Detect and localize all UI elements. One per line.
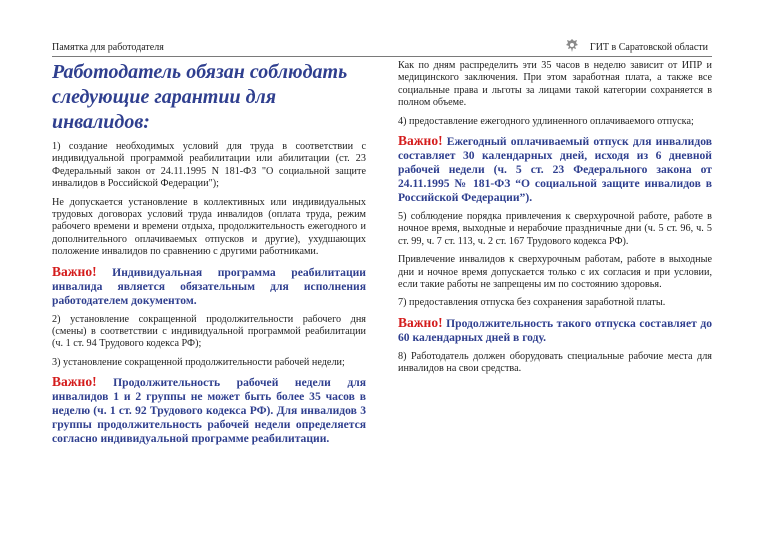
- paragraph-3: 2) установление сокращенной продолжительности рабочего дня (смены) в соответствии с индивидуальной программой реабилитации (ч. 1 ст. 94 Трудового кодекса РФ);: [52, 313, 366, 350]
- header-right-text: ГИТ в Саратовской области: [589, 42, 708, 53]
- paragraph-9: 7) предоставления отпуска без сохранения заработной платы.: [398, 297, 666, 309]
- important-label: Важно!: [52, 263, 97, 279]
- important-label: Важно!: [398, 133, 443, 149]
- important-note-3: [398, 134, 712, 205]
- important-label: Важно!: [52, 374, 97, 390]
- right-column: [398, 60, 712, 382]
- page-header: [52, 38, 712, 58]
- important-text: Индивидуальная программа реабилитации инвалида является обязательным для исполнения работодателем документом.: [52, 265, 366, 307]
- important-note-4: [398, 316, 712, 345]
- paragraph-6: 4) предоставление ежегодного удлиненного оплачиваемого отпуска;: [398, 115, 694, 127]
- paragraph-1: 1) создание необходимых условий для труда в соответствии с индивидуальной программой реабилитации или абилитации (ст. 23 Федеральный закон от 24.11.1995 N 181-ФЗ "О социальной защите инвалидов в Российской Федерации");: [52, 141, 366, 190]
- paragraph-5: Как по дням распределить эти 35 часов в неделю зависит от ИПР и медицинского заключения. При этом заработная плата, а также все социальные права и льготы за лицами такой категории сохраняется в полном объеме.: [398, 60, 712, 109]
- important-label: Важно!: [398, 314, 443, 330]
- important-text: Продолжительность рабочей недели для инвалидов 1 и 2 группы не может быть более 35 часов в неделю (ч. 1 ст. 92 Трудового кодекса РФ). Для инвалидов 3 группы продолжительность рабочей недели определяется согласно индивидуальной программе реабилитации.: [52, 376, 366, 446]
- paragraph-10: 8) Работодатель должен оборудовать специальные рабочие места для инвалидов на свои средства.: [398, 350, 712, 375]
- paragraph-2: Не допускается установление в коллективных или индивидуальных трудовых договорах условий труда инвалидов (оплата труда, режим рабочего времени и времени отдыха, продолжительность ежегодного и дополнительного оплачиваемых отпусков и другие), ухудшающих положение инвалидов по сравнению с другими работниками.: [52, 196, 366, 258]
- header-left-text: Памятка для работодателя: [52, 42, 164, 53]
- important-text: Продолжительность такого отпуска составляет до 60 календарных дней в году.: [398, 316, 712, 344]
- page-title: Работодатель обязан соблюдать следующие гарантии для инвалидов:: [52, 61, 348, 133]
- important-note-2: [52, 375, 366, 446]
- header-divider: [52, 56, 712, 57]
- important-text: Ежегодный оплачиваемый отпуск для инвалидов составляет 30 календарных дней, исходя из 6 дневной рабочей недели (ч. 5 ст. 23 Федерального закона от 24.11.1995 № 181-ФЗ “О социальной защите инвалидов в Российской Федерации”).: [398, 135, 712, 205]
- important-note-1: [52, 265, 366, 308]
- paragraph-4: 3) установление сокращенной продолжительности рабочей недели;: [52, 356, 345, 368]
- paragraph-8: Привлечение инвалидов к сверхурочным работам, работе в выходные дни и ночное время допускается только с их согласия и при условии, если такие работы не запрещены им по состоянию здоровья.: [398, 254, 712, 291]
- coat-of-arms-icon: [564, 38, 580, 54]
- paragraph-7: 5) соблюдение порядка привлечения к сверхурочной работе, работе в ночное время, выходные и нерабочие праздничные дни (ч. 5 ст. 96, ч. 5 ст. 99, ч. 7 ст. 113, ч. 2 ст. 167 Трудового кодекса РФ).: [398, 211, 712, 247]
- left-column: [52, 60, 366, 452]
